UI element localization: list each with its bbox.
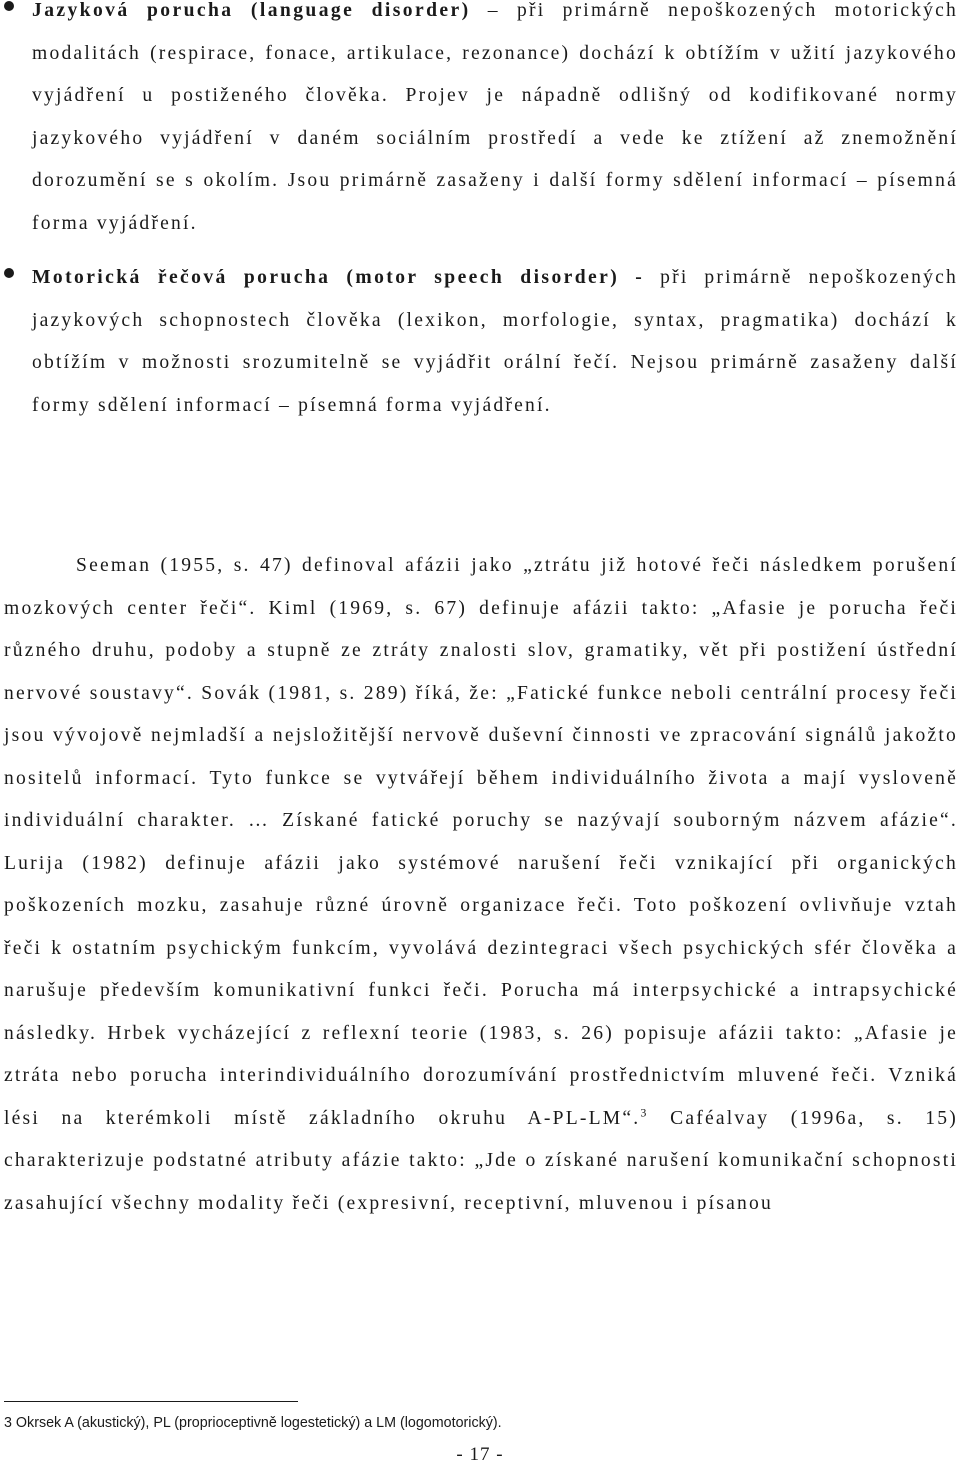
definition-motor-speech-disorder: při primárně nepoškozených jazykových schopnostech člověka (lexikon, morfologie, syntax, pragmatika) dochází k obtížím v možnosti srozumitelně se vyjádřit orální řečí. Nejsou primárně zasaženy další formy sdělení informací – písemná forma vyjádření. [32, 267, 958, 416]
definition-list [4, 0, 958, 427]
footnote: 3 Okrsek A (akustický), PL (proprioceptivně logestetický) a LM (logomotorický). [4, 1415, 502, 1431]
list-item [4, 257, 958, 427]
paragraph-text-part1: Seeman (1955, s. 47) definoval afázii jako „ztrátu již hotové řeči následkem porušení mozkových center řeči“. Kiml (1969, s. 67) definuje afázii takto: „Afasie je porucha řeči různého druhu, podoby a stupně ze ztráty znalosti slov, gramatiky, vět při postižení ústřední nervové soustavy“. Sovák (1981, s. 289) říká, že: „Fatické funkce neboli centrální procesy řeči jsou vývojově nejmladší a nejsložitější nervově duševní činnosti ve zpracování signálů jakožto nositelů informací. Tyto funkce se vytvářejí během individuálního života a mají vysloveně individuální charakter. … Získané fatické poruchy se nazývají souborným názvem afázie“. Lurija (1982) definuje afázii jako systémové narušení řeči vznikající při organických poškozeních mozku, zasahuje různé úrovně organizace řeči. Toto poškození ovlivňuje vztah řeči k ostatním psychickým funkcím, vyvolává dezintegraci všech psychických sfér člověka a narušuje především komunikativní funkci řeči. Porucha má interpsychické a intrapsychické následky. Hrbek vycházející z reflexní teorie (1983, s. 26) popisuje afázii takto: „Afasie je ztráta nebo porucha interindividuálního dorozumívání prostřednictvím mluvené řeči. Vzniká lési na kterémkoli místě základního okruhu A-PL-LM“. [4, 555, 958, 1129]
term-motor-speech-disorder: Motorická řečová porucha (motor speech disorder) - [32, 267, 645, 288]
list-item-text [32, 0, 958, 245]
footnote-reference[interactable]: 3 [640, 1104, 649, 1119]
list-item-text [32, 257, 958, 427]
footnote-divider [4, 1401, 298, 1402]
bullet-icon [4, 268, 14, 278]
paragraph-text-part2: Caféalvay (1996a, s. 15) charakterizuje podstatné atributy afázie takto: „Jde o získané narušení komunikační schopnosti zasahující všechny modality řeči (expresivní, receptivní, mluvenou i písanou [4, 1107, 958, 1214]
term-language-disorder: Jazyková porucha (language disorder) [32, 0, 471, 21]
definition-language-disorder: – při primárně nepoškozených motorických modalitách (respirace, fonace, artikulace, rezonance) dochází k obtížím v užití jazykového vyjádření u postiženého člověka. Projev je nápadně odlišný od kodifikované normy jazykového vyjádření v daném sociálním prostředí a vede ke ztížení až znemožnění dorozumění se s okolím. Jsou primárně zasaženy i další formy sdělení informací – písemná forma vyjádření. [32, 0, 958, 234]
page-number: - 17 - [456, 1444, 504, 1465]
bullet-icon [4, 1, 14, 11]
aphasia-definitions-paragraph [4, 545, 958, 1225]
list-item [4, 0, 958, 245]
